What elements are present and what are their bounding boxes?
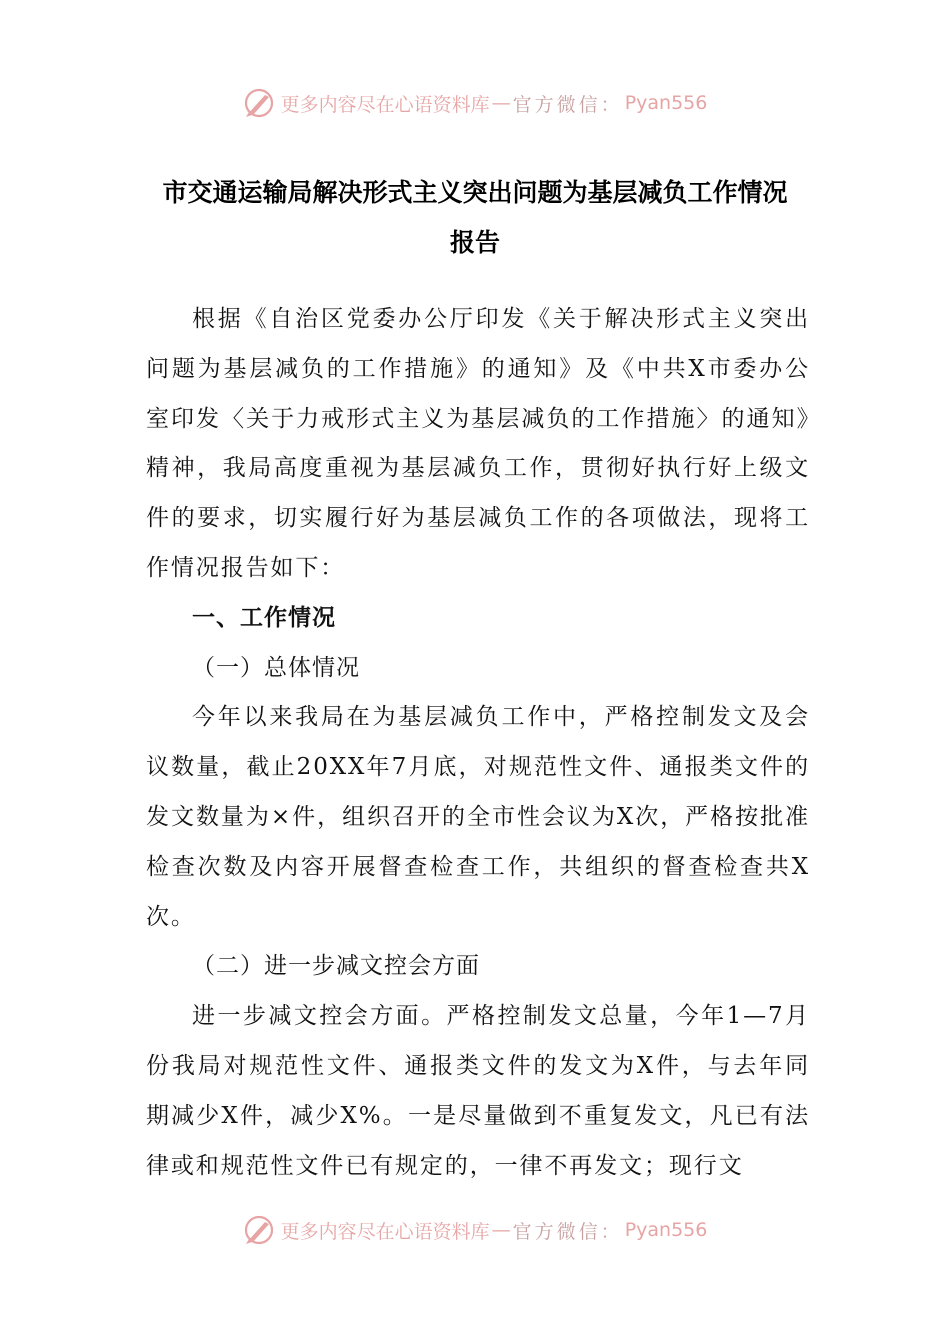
watermark-wechat-id: Pyan556 <box>624 92 708 114</box>
intro-paragraph: 根据《自治区党委办公厅印发《关于解决形式主义突出问题为基层减负的工作措施》的通知》及《中共X市委办公室印发〈关于力戒形式主义为基层减负的工作措施〉的通知》精神，我局高度重视为基层减负工作，贯彻好执行好上级文件的要求，切实履行好为基层减负工作的各项做法，现将工作情况报告如下： <box>146 306 810 581</box>
body-paragraph: 今年以来我局在为基层减负工作中，严格控制发文及会议数量，截止20XX年7月底，对规范性文件、通报类文件的发文数量为×件，组织召开的全市性会议为X次，严格按批准检查次数及内容开展督查检查工作，共组织的督查检查共X次。 <box>146 704 810 930</box>
pen-logo-icon <box>243 1214 275 1246</box>
watermark-text: 更多内容尽在心语资料库 <box>280 1220 490 1243</box>
watermark-wechat-id: Pyan556 <box>624 1219 708 1241</box>
title-line-1: 市交通运输局解决形式主义突出问题为基层减负工作情况 <box>162 178 788 207</box>
watermark-separator: — <box>491 1219 511 1241</box>
subsection-heading: （一）总体情况 <box>192 654 360 681</box>
document-body <box>146 295 810 1191</box>
pen-logo-icon <box>243 87 275 119</box>
title-line-2: 报告 <box>449 228 500 257</box>
subsection-heading: （二）进一步减文控会方面 <box>192 953 480 980</box>
document-title <box>140 168 810 268</box>
watermark-official-label: 官方微信： <box>512 1220 623 1243</box>
body-paragraph: 进一步减文控会方面。严格控制发文总量，今年1—7月份我局对规范性文件、通报类文件的发文为X件，与去年同期减少X件，减少X%。一是尽量做到不重复发文，凡已有法律或和规范性文件已有规定的，一律不再发文；现行文 <box>146 1003 810 1179</box>
watermark-official-label: 官方微信： <box>512 93 623 116</box>
section-heading: 一、工作情况 <box>192 604 336 631</box>
watermark-footer <box>0 1210 950 1250</box>
watermark-separator: — <box>491 92 511 114</box>
watermark-header <box>0 83 950 123</box>
watermark-text: 更多内容尽在心语资料库 <box>280 93 490 116</box>
